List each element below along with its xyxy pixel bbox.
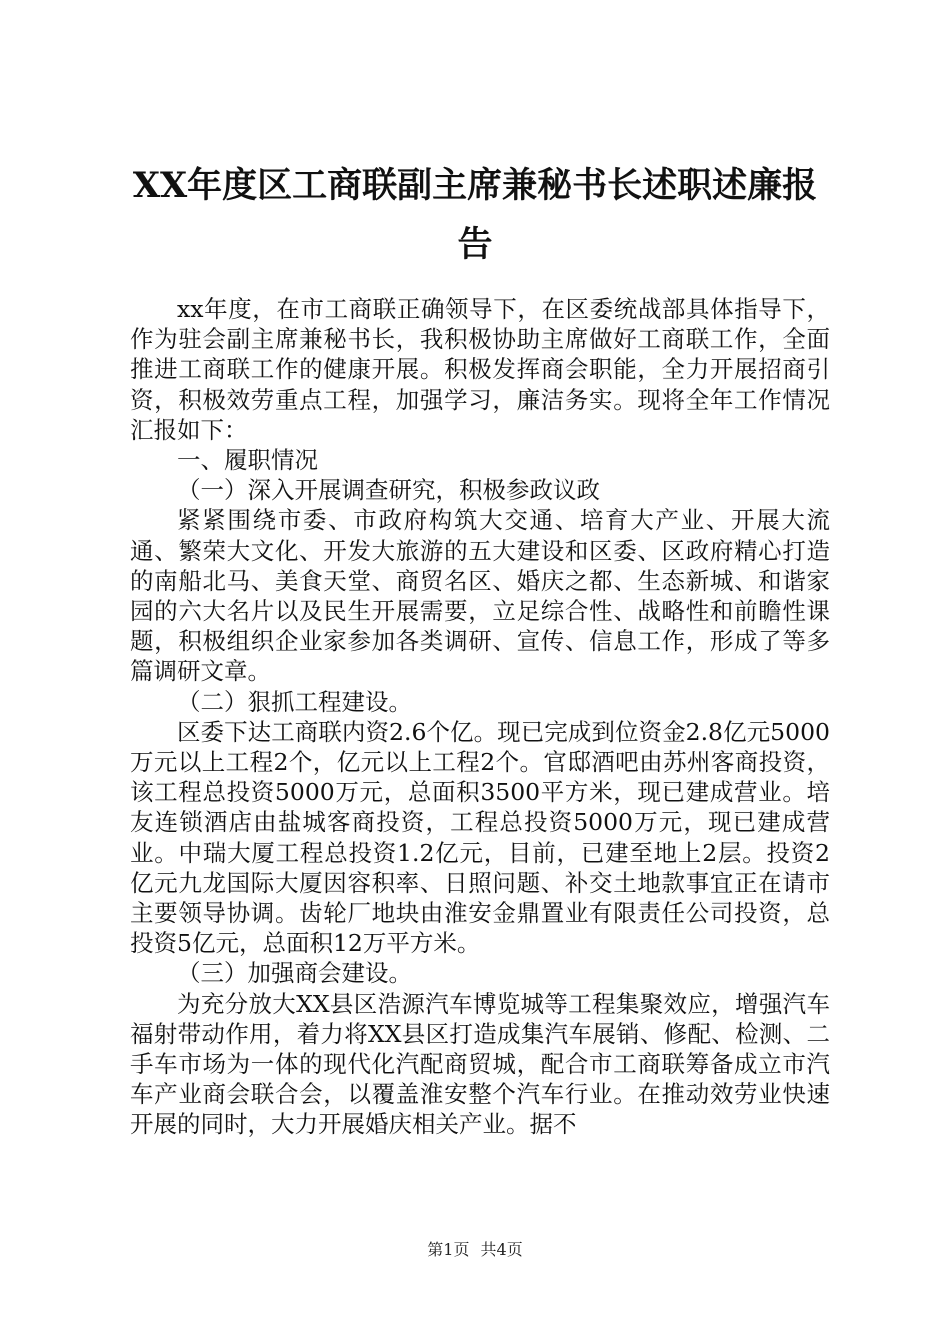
subsection-heading-2: （二）狠抓工程建设。: [177, 687, 412, 716]
subsection-heading-3: （三）加强商会建设。: [177, 959, 412, 988]
paragraph-projects: 区委下达工商联内资2.6个亿。现已完成到位资金2.8亿元5000万元以上工程2个，亿元以上工程2个。官邸酒吧由苏州客商投资，该工程总投资5000万元，总面积3500平方米，现已建成营业。培友连锁酒店由盐城客商投资，工程总投资5000万元，现已建成营业。中瑞大厦工程总投资1.2亿元，目前，已建至地上2层。投资2亿元九龙国际大厦因容积率、日照问题、补交土地款事宜正在请市主要领导协调。齿轮厂地块由淮安金鼎置业有限责任公司投资，总投资5亿元，总面积12万平方米。: [130, 717, 830, 958]
document-title-line-2: 告: [457, 224, 493, 265]
subsection-heading-1: （一）深入开展调查研究，积极参政议政: [177, 476, 600, 505]
document-title-line-1: XX年度区工商联副主席兼秘书长述职述廉报: [132, 165, 818, 206]
document-body: [130, 294, 830, 1140]
page-footer: [0, 1240, 950, 1260]
page-total: 共4页: [480, 1240, 523, 1259]
paragraph-chamber: 为充分放大XX县区浩源汽车博览城等工程集聚效应，增强汽车福射带动作用，着力将XX县区打造成集汽车展销、修配、检测、二手车市场为一体的现代化汽配商贸城，配合市工商联筹备成立市汽车产业商会联合会，以覆盖淮安整个汽车行业。在推动效劳业快速开展的同时，大力开展婚庆相关产业。据不: [130, 989, 830, 1139]
section-heading-1: 一、履职情况: [177, 446, 318, 475]
paragraph-research: 紧紧围绕市委、市政府构筑大交通、培育大产业、开展大流通、繁荣大文化、开发大旅游的五大建设和区委、区政府精心打造的南船北马、美食天堂、商贸名区、婚庆之都、生态新城、和谐家园的六大名片以及民生开展需要，立足综合性、战略性和前瞻性课题，积极组织企业家参加各类调研、宣传、信息工作，形成了等多篇调研文章。: [130, 506, 830, 686]
paragraph-intro: xx年度，在市工商联正确领导下，在区委统战部具体指导下，作为驻会副主席兼秘书长，我积极协助主席做好工商联工作，全面推进工商联工作的健康开展。积极发挥商会职能，全力开展招商引资，积极效劳重点工程，加强学习，廉洁务实。现将全年工作情况汇报如下：: [130, 295, 830, 444]
page-number: 第1页: [427, 1240, 470, 1259]
